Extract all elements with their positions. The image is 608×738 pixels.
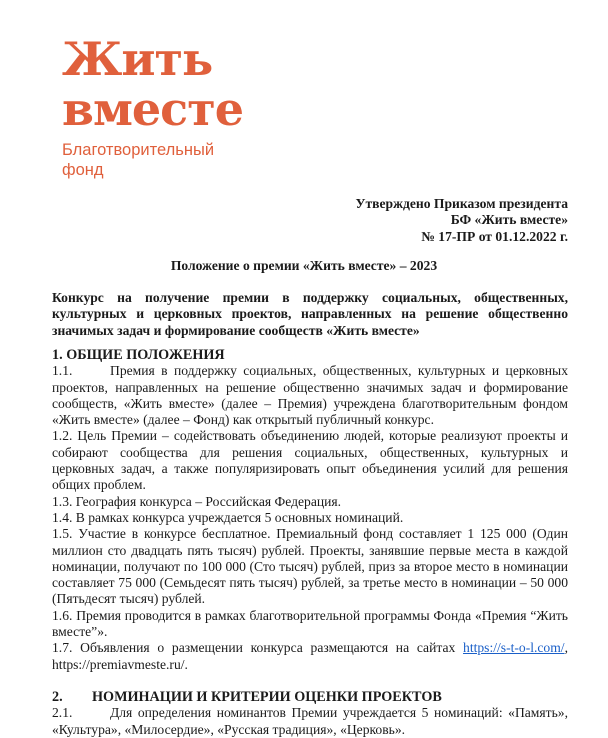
clause-text: Премия проводится в рамках благотворительной программы Фонда «Премия “Жить вместе”». [52, 607, 568, 640]
website-link-stol[interactable]: https://s-t-o-l.com/ [463, 640, 565, 656]
foundation-logo [62, 34, 243, 180]
clause-number: 1.6. [52, 607, 73, 623]
logo-title-line2: вместе [62, 82, 243, 136]
clause-number: 1.3. [52, 493, 73, 509]
section-2-title: НОМИНАЦИИ И КРИТЕРИИ ОЦЕНКИ ПРОЕКТОВ [92, 688, 442, 705]
approval-line3: № 17-ПР от 01.12.2022 г. [421, 228, 568, 244]
clause-1-5 [52, 526, 568, 607]
clause-1-6 [52, 608, 568, 641]
clause-text: В рамках конкурса учреждается 5 основных номинаций. [75, 509, 404, 525]
clause-2-1 [52, 705, 568, 738]
logo-title-line1: Жить [62, 32, 213, 86]
logo-subtitle-line1: Благотворительный [62, 141, 215, 159]
approval-line2: БФ «Жить вместе» [450, 212, 568, 228]
clause-1-3 [52, 494, 568, 510]
clause-text: География конкурса – Российская Федерация. [75, 493, 342, 509]
document-body [52, 347, 568, 738]
clause-text: Объявления о размещении конкурса размещаются на сайтах [80, 640, 456, 656]
clause-number: 1.7. [52, 640, 73, 656]
clause-1-2 [52, 428, 568, 493]
clause-number: 1.5. [52, 526, 73, 542]
clause-1-1 [52, 363, 568, 428]
clause-text: Для определения номинантов Премии учреждается 5 номинаций: «Память», «Культура», «Милосердие», «Русская традиция», «Церковь». [52, 705, 568, 737]
approval-block [356, 196, 568, 245]
logo-subtitle-line2: фонд [62, 161, 104, 179]
clause-text: Премия в поддержку социальных, общественных, культурных и церковных проектов, направленных на решение общественно значимых задач и формирование сообществ, «Жить вместе» (далее – Премия) учреждена благотворительным фондом «Жить вместе» (далее – Фонд) как открытый публичный конкурс. [52, 363, 568, 428]
clause-number: 1.2. [52, 428, 73, 444]
clause-number: 1.1. [52, 363, 73, 379]
clause-text: Участие в конкурсе бесплатное. Премиальный фонд составляет 1 125 000 (Один миллион сто двадцать пять тысяч) рублей. Проекты, занявшие первые места в каждой номинации, получают по 100 000 (Сто тысяч) рублей, приз за второе место в номинации составляет 75 000 (Семьдесят пять тысяч) рублей, за третье место в номинации – 50 000 (Пятьдесят тысяч) рублей. [52, 526, 568, 607]
clause-text-after: , https://premiavmeste.ru/. [52, 640, 568, 672]
section-2-heading [52, 689, 568, 705]
clause-1-7 [52, 640, 568, 673]
clause-number: 1.4. [52, 509, 73, 525]
approval-line1: Утверждено Приказом президента [355, 196, 568, 211]
document-subtitle: Конкурс на получение премии в поддержку социальных, общественных, культурных и церковных проектов, направленных на решение общественно значимых задач и формирование сообществ «Жить вместе» [52, 290, 568, 338]
clause-number: 2.1. [52, 705, 73, 721]
document-title: Положение о премии «Жить вместе» – 2023 [170, 258, 438, 273]
section-2-number: 2. [52, 688, 63, 705]
section-1-heading: 1. ОБЩИЕ ПОЛОЖЕНИЯ [52, 347, 225, 363]
clause-1-4 [52, 510, 568, 526]
section-spacer [52, 673, 568, 689]
clause-text: Цель Премии – содействовать объединению людей, которые реализуют проекты и собирают сообщества для решения социальных, общественных, культурных и церковных задач, а также популяризировать опыт объединения усилий для решения общих проблем. [52, 428, 568, 493]
